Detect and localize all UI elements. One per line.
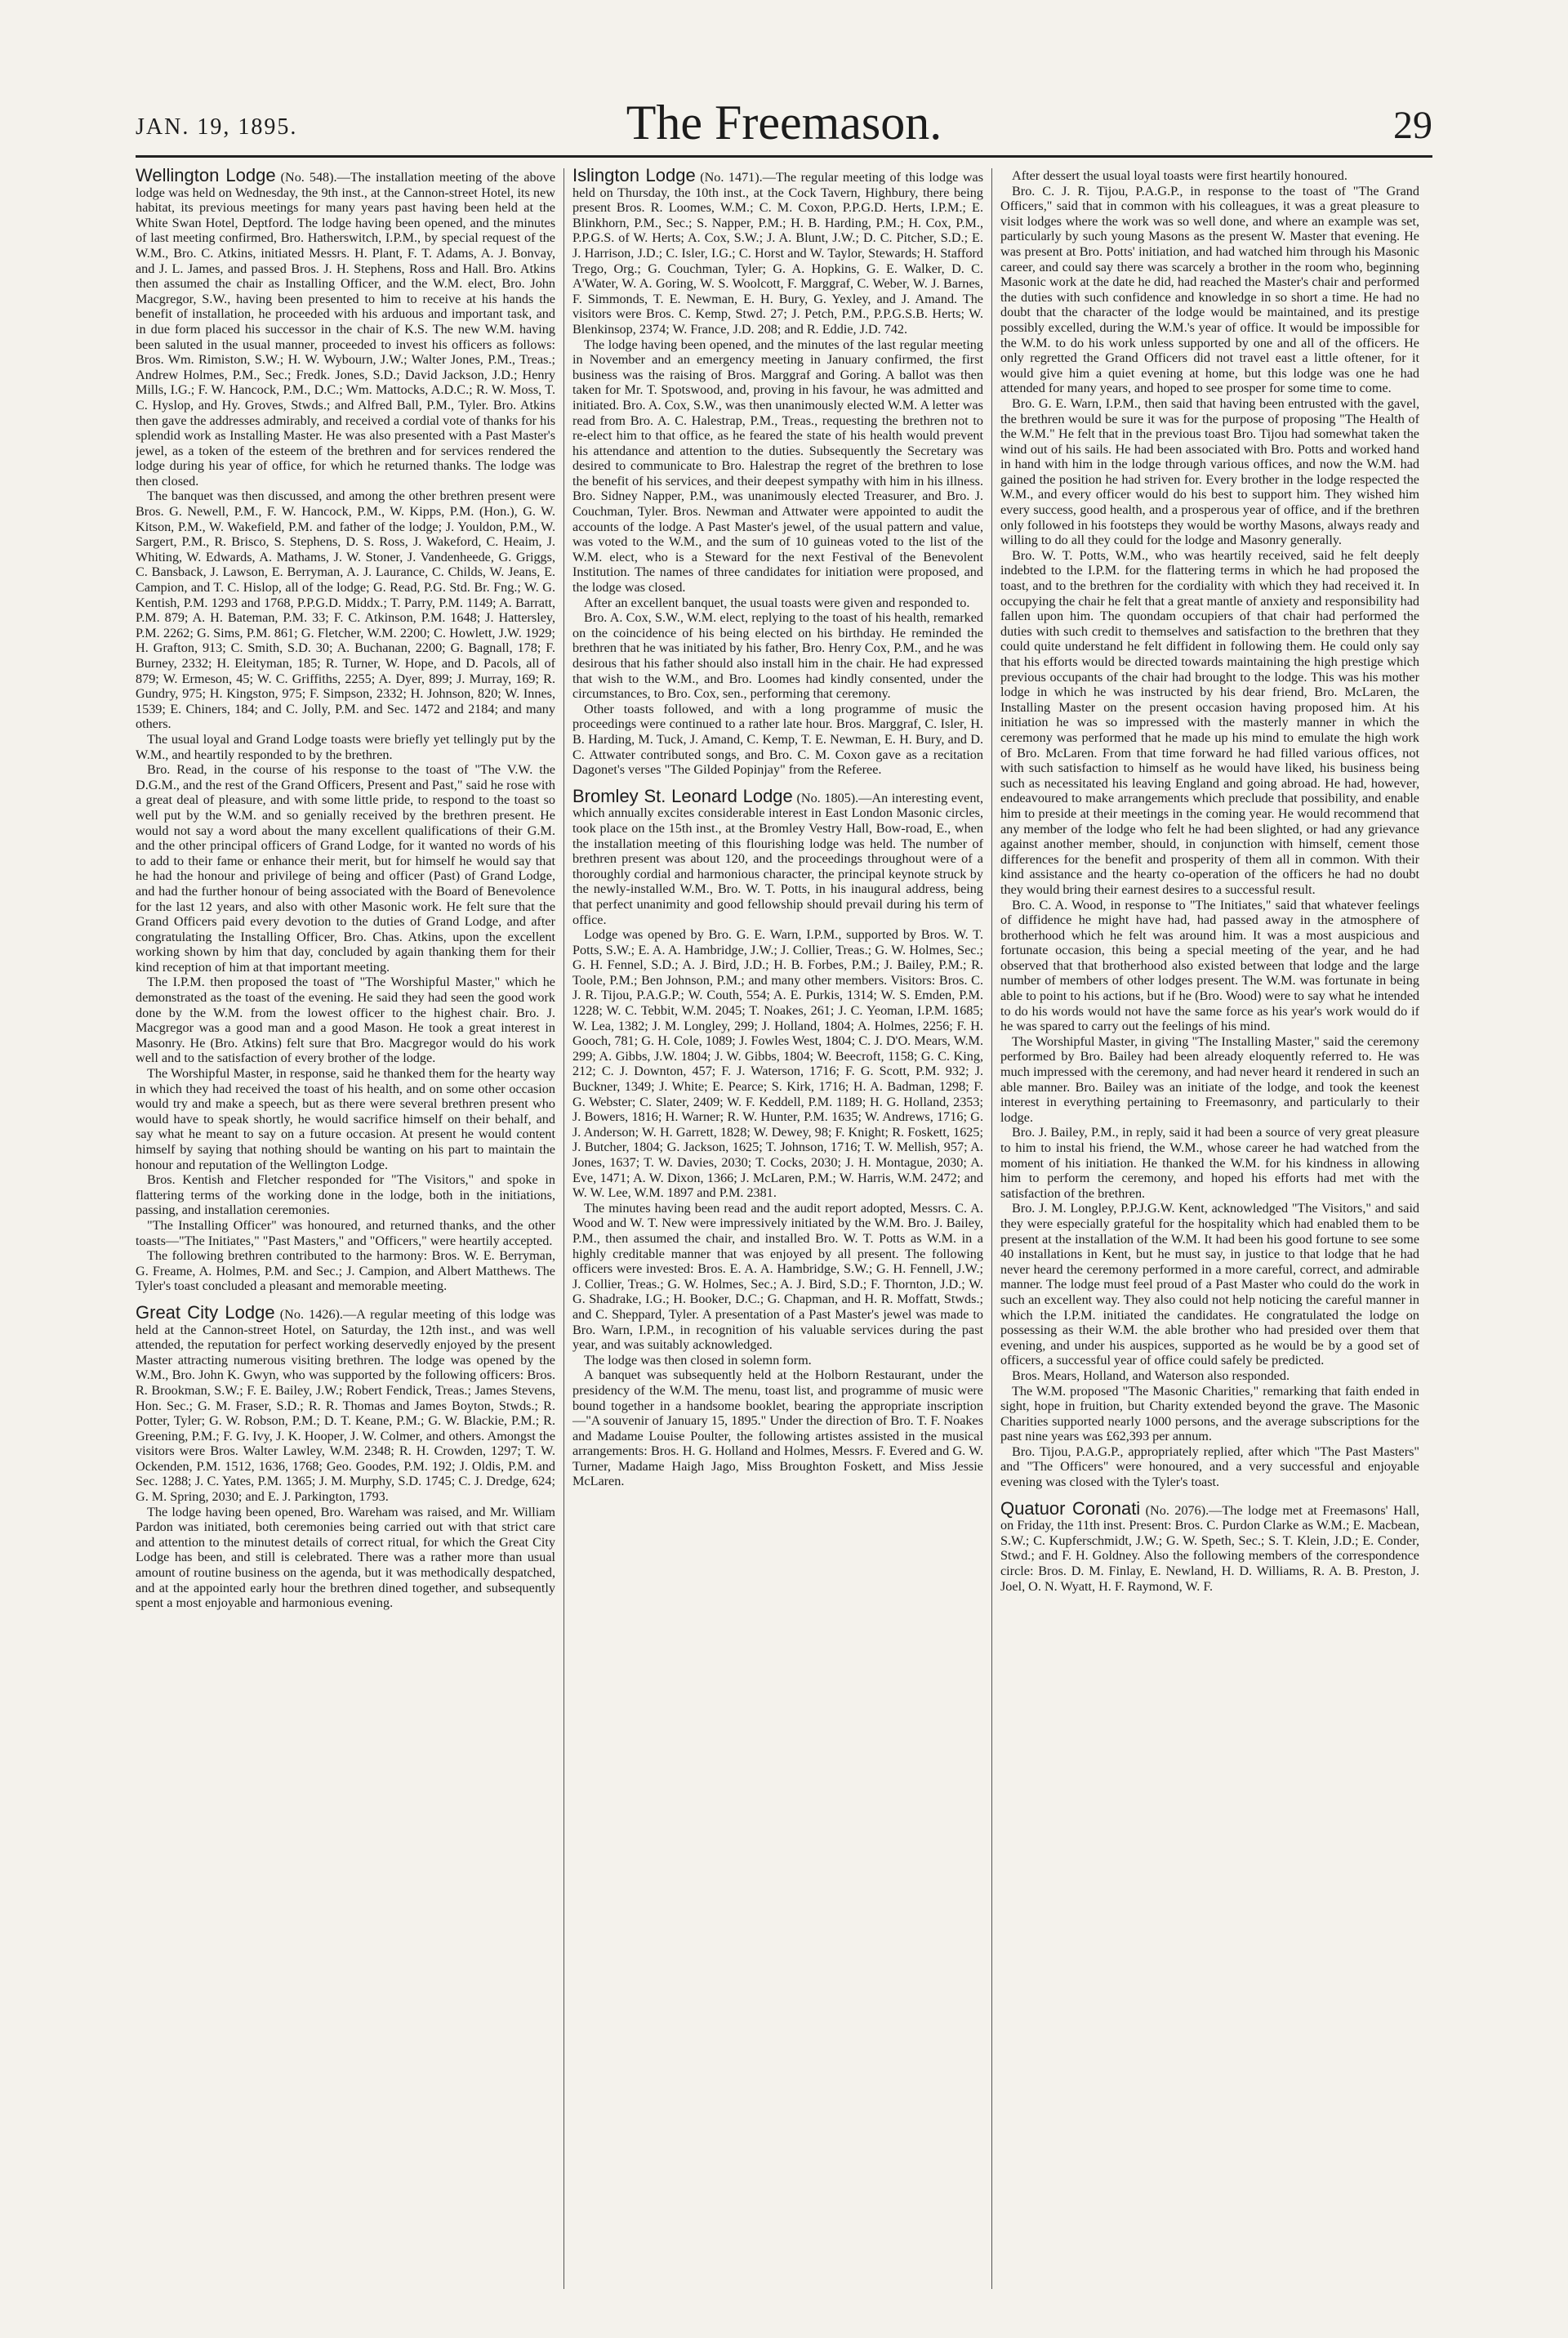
article-paragraph: —The regular meeting of this lodge was held on Thursday, the 10th inst., at the Cock Tavern, Highbury, there being present Bros. R. Loomes, W.M.; C. M. Coxon, P.P.G.D. Herts, I.P.M.; E. Blinkhorn, P.M., Sec.; S. Napper, P.M.; H. B. Harding, P.M.; H. Cox, P.M., P.P.G.S. of W. Herts; A. Cox, S.W.; J. A. Blunt, J.W.; D. C. Pitcher, S.D.; E. J. Harrison, J.D.; C. Isler, I.G.; C. Horst and W. Taylor, Stewards; H. Stafford Trego, Org.; G. Couchman, Tyler; G. A. Hopkins, G. E. Walker, D. C. A'Water, W. A. Goring, W. S. Woolcott, F. Marggraf, C. Weber, W. J. Barnes, F. Simmonds, T. E. Newman, E. H. Bury, G. Yexley, and J. Amand. The visitors were Bros. C. Kemp, Stwd. 27; J. Petch, P.M., P.P.G.S.B. Herts; W. Blenkinsop, 2374; W. France, J.D. 208; and R. Eddie, J.D. 742. [572,170,984,337]
column-2 [564,168,991,2289]
article-paragraph: Bros. Mears, Holland, and Waterson also responded. [1012,1368,1290,1383]
article-heading [1000,1497,1419,1595]
article-paragraph: The lodge was then closed in solemn form. [584,1352,812,1368]
article-paragraph: Bro. G. E. Warn, I.P.M., then said that having been entrusted with the gavel, the brethren would be sure it was for the purpose of proposing "The Health of the W.M." He felt that in the previous toast Bro. Tijou had somewhat taken the wind out of his sails. He had been associated with Bro. Potts and worked hand in hand with him in the lodge through various offices, and now the W.M. had gained the position he had striven for. Every brother in the lodge respected the W.M., and every officer would do his best to support him. They wished him every success, good health, and a prosperous year of office, and if the brethren only followed in his footsteps they would be worthy Masons, always ready and willing to do all they could for the lodge and Masonry generally. [1000,395,1419,548]
column-1 [136,168,564,2289]
column-3 [991,168,1419,2289]
lodge-name: Quatuor Coronati [1000,1497,1141,1519]
article-paragraph: —The installation meeting of the above lodge was held on Wednesday, the 9th inst., at the Cannon-street Hotel, its new habitat, its previous meetings for many years past having been held at the White Swan Hotel, Deptford. The lodge having been opened, and the minutes of last meeting confirmed, Bro. Hatherswitch, I.P.M., by special request of the W.M., Bro. C. Atkins, initiated Messrs. H. Plant, F. T. Adams, A. J. Bonvay, and J. L. James, and passed Bros. J. H. Stephens, Ross and Hall. Bro. Atkins then assumed the chair as Installing Officer, and the W.M. elect, Bro. John Macgregor, S.W., having been presented to him to receive at his hands the benefit of installation, he proceeded with his arduous and important task, and in due form placed his successor in the chair of K.S. The new W.M. having been saluted in the usual manner, proceeded to invest his officers as follows: Bros. Wm. Rimiston, S.W.; H. W. Wybourn, J.W.; Walter Jones, P.M., Treas.; Andrew Holmes, P.M., Sec.; Fredk. Jones, S.D.; David Jackson, J.D.; Henry Mills, I.G.; F. W. Hancock, P.M., D.C.; Wm. Mattocks, A.D.C.; R. W. Moss, T. C. Hyslop, and Hy. Groves, Stwds.; and Alfred Ball, P.M., Tyler. Bro. Atkins then gave the addresses admirably, and received a cordial vote of thanks for his splendid work as Installing Master. He was also presented with a Past Master's jewel, as a token of the esteem of the brethren and for services rendered the lodge during his year of office, for which he returned thanks. The lodge was then closed. [136,170,556,489]
article-paragraph: —The lodge met at Freemasons' Hall, on Friday, the 11th inst. Present: Bros. C. Purdon Clarke as W.M.; E. Macbean, S.W.; C. Kupferschmidt, J.W.; G. W. Speth, Sec.; S. T. Klein, J.D.; E. Conder, Stwd.; and F. H. Goldney. Also the following members of the correspondence circle: Bros. D. M. Finlay, E. Newland, H. D. Williams, R. A. B. Preston, J. Joel, O. N. Wyatt, H. F. Raymond, W. F. [1000,1502,1419,1594]
article-heading [572,168,983,337]
article-quatuor-coronati [1000,1497,1419,1595]
lodge-number: (No. 1426). [279,1306,343,1322]
article-paragraph: The lodge having been opened, and the minutes of the last regular meeting in November and an emergency meeting in January confirmed, the first business was the raising of Bros. Marggraf and Goring. A ballot was then taken for Mr. T. Spotswood, and, proving in his favour, he was admitted and initiated. Bro. A. Cox, S.W., was then unanimously elected W.M. A letter was read from Bro. A. C. Halestrap, P.M., Treas., requesting the brethren not to re-elect him to that office, as he feared the state of his health would prevent his attendance and attention to the duties. Subsequently the Secretary was desired to communicate to Bro. Halestrap the regret of the brethren to lose the benefit of his services, and their deepest sympathy with him in his illness. Bro. Sidney Napper, P.M., was unanimously elected Treasurer, and Bro. J. Couchman, Tyler. Bros. Newman and Attwater were appointed to audit the accounts of the lodge. A Past Master's jewel, of the usual pattern and value, was voted to the W.M., and the sum of 10 guineas voted to the list of the W.M. elect, who is a Steward for the next Festival of the Benevolent Institution. The names of three candidates for initiation were proposed, and the lodge was closed. [572,337,983,596]
article-paragraph: Bro. A. Cox, S.W., W.M. elect, replying to the toast of his health, remarked on the coincidence of his being elected on his birthday. He reminded the brethren that he was initiated by his father, Bro. Henry Cox, P.M., and he was desirous that his father should also install him in the chair. He had expressed that wish to the W.M., and Bro. Loomes had kindly consented, under the circumstances, to Bro. Cox, sen., performing that ceremony. [572,610,983,702]
page-number: 29 [1393,104,1432,147]
article-paragraph: —An interesting event, which annually excites considerable interest in East London Masonic circles, took place on the 15th inst., at the Bromley Vestry Hall, Bow-road, E., when the installation meeting of this flourishing lodge was held. The number of brethren present was about 120, and the proceedings throughout were of a thoroughly cordial and harmonious character, the principal keynote struck by the newly-installed W.M., Bro. W. T. Potts, in his inaugural address, being that perfect unanimity and good fellowship should prevail during his term of office. [572,790,984,927]
lodge-number: (No. 2076). [1145,1502,1209,1518]
lodge-number: (No. 1805). [796,790,859,805]
article-paragraph: Bro. C. J. R. Tijou, P.A.G.P., in response to the toast of "The Grand Officers," said that in common with his colleagues, it was a great pleasure to visit lodges where the work was so well done, and where an example was set, particularly by such young Masons as the present W. Master that evening. He was present at Bro. Potts' initiation, and had watched him through his Masonic career, and could say there was scarcely a brother in the room who, beginning Masonic work at the date he did, had reached the Master's chair and performed the duties with such confidence and knowledge in so short a time. He had no doubt that the character of the lodge would be maintained, and its prestige possibly excelled, during the W.M.'s year of office. It would be impossible for the W.M. to do his work unless supported by one and all of the officers. He only regretted the Grand Officers did not travel east a little oftener, for it would give him a quiet evening at home, but this lodge was one he had attended for many years, and hoped to see prosper for some time to come. [1000,183,1419,396]
article-paragraph: The following brethren contributed to the harmony: Bros. W. E. Berryman, G. Freame, A. Holmes, P.M. and Sec.; J. Campion, and Albert Matthews. The Tyler's toast concluded a pleasant and memorable meeting. [136,1248,555,1294]
article-paragraph: The usual loyal and Grand Lodge toasts were briefly yet tellingly put by the W.M., and heartily responded to by the brethren. [136,731,555,762]
article-paragraph: A banquet was subsequently held at the Holborn Restaurant, under the presidency of the W.M. The menu, toast list, and programme of music were bound together in a handsome booklet, bearing the appropriate inscription—"A souvenir of January 15, 1895." Under the direction of Bro. T. F. Noakes and Madame Louise Poulter, the following artistes assisted in the musical arrangements: Bros. H. G. Holland and Holmes, Messrs. F. Evered and G. W. Turner, Madame Haigh Jago, Miss Broughton Foskett, and Miss Jessie McLaren. [572,1368,983,1489]
article-paragraph: Lodge was opened by Bro. G. E. Warn, I.P.M., supported by Bros. W. T. Potts, S.W.; E. A. A. Hambridge, J.W.; J. Collier, Treas.; G. W. Holmes, Sec.; G. H. Fennel, S.D.; A. J. Bird, J.D.; H. B. Forbes, P.M.; J. Bailey, P.M.; R. Toole, P.M.; Ben Johnson, P.M.; and many other members. Visitors: Bros. C. J. R. Tijou, P.A.G.P.; W. Couth, 554; A. E. Purkis, 1314; W. S. Emden, P.M. 1228; W. C. Tebbit, W.M. 2045; T. Noakes, 261; J. C. Yeoman, I.P.M. 1685; W. Lea, 1382; J. M. Longley, 299; J. Holland, 1804; A. Holmes, 2256; F. H. Gooch, 781; G. H. Cole, 1089; J. Fowles West, 1804; C. J. D'O. Mears, W.M. 299; A. Gibbs, J.W. 1804; J. W. Gibbs, 1804; W. Beecroft, 1158; G. C. King, 212; C. J. Downton, 457; F. J. Waterson, 1716; F. G. Scott, P.M. 932; J. Buckner, 1349; J. White; E. Pearce; S. Kirk, 1716; H. A. Badman, 1298; F. G. Webster; C. Slater, 2409; W. F. Keddell, P.M. 1189; H. G. Holland, 2353; J. Bowers, 1816; H. Warner; R. W. Hunter, P.M. 1635; W. Andrews, 1716; G. J. Anderson; W. H. Garrett, 1828; W. Dewey, 98; F. Knight; R. Foskett, 1625; J. Butcher, 1804; G. Jackson, 1625; T. Johnson, 1716; T. W. Mellish, 957; A. Jones, 1637; T. W. Davies, 2030; T. Cocks, 2030; J. H. Montague, 2030; A. Eve, 1471; A. W. Dixon, 1366; J. McLaren, P.M.; W. Harris, W.M. 2472; and W. W. Lee, W.M. 1897 and P.M. 2381. [572,927,983,1201]
article-paragraph: The banquet was then discussed, and among the other brethren present were Bros. G. Newell, P.M., F. W. Hancock, P.M., W. Kipps, P.M. (Hon.), G. W. Kitson, P.M., W. Wakefield, P.M. and father of the lodge; J. Youldon, P.M., W. Sargert, P.M., R. Brisco, S. Stephens, D. S. Ross, J. Wakeford, C. Heaim, J. Whiting, W. Edwards, A. Mathams, J. W. Stoner, J. Vandenheede, G. Griggs, C. Bansback, J. Lawson, E. Berryman, A. J. Laurance, C. Childs, W. Jeans, E. Campion, and T. C. Hislop, all of the lodge; G. Read, P.G. Std. Br. Fng.; W. G. Kentish, P.M. 1293 and 1768, P.P.G.D. Middx.; T. Parry, P.M. 1149; A. Barratt, P.M. 879; A. H. Bateman, P.M. 33; F. C. Atkinson, P.M. 1648; J. Hattersley, P.M. 2262; G. Sims, P.M. 861; G. Fletcher, W.M. 2200; C. Howlett, J.W. 1929; H. Grafton, 913; C. Smith, S.D. 30; A. Buchanan, 2200; G. Bagnall, 178; F. Burney, 2332; H. Eleityman, 185; R. Turner, W. Hope, and D. Pacols, all of 879; W. Ermeson, 45; W. C. Griffiths, 2255; A. Dyer, 899; J. Murray, 169; R. Gundry, 975; H. Kingston, 975; F. Simpson, 2332; H. Johnson, 820; W. Innes, 1539; E. Chiners, 184; and C. Jolly, P.M. and Sec. 1472 and 2184; and many others. [136,489,555,732]
article-columns [136,168,1432,2289]
article-paragraph: After dessert the usual loyal toasts were first heartily honoured. [1012,168,1348,183]
article-paragraph: Bro. Read, in the course of his response to the toast of "The V.W. the D.G.M., and the rest of the Grand Officers, Present and Past," said he rose with a great deal of pleasure, and with some little pride, to respond to the toast so well put by the W.M. and so genially received by the brethren present. He would not say a word about the many excellent qualifications of their G.M. and the other principal officers of Grand Lodge, for it wanted no words of his to add to their fame or enhance their merit, but for himself he would say that he had the honour and privilege of being and officer (Past) of Grand Lodge, and had the further honour of being associated with the Board of Benevolence for the last 12 years, and also with other Masonic work. He felt sure that the Grand Officers paid every devotion to the duties of Grand Lodge, and after congratulating the Installing Officer, Bro. Chas. Atkins, upon the excellent working shown by him that day, concluded by again thanking them for their kind reception of him at that important meeting. [136,762,555,975]
header-rule [136,155,1432,158]
article-paragraph: Bro. C. A. Wood, in response to "The Initiates," said that whatever feelings of diffidence he might have had, had passed away in the atmosphere of brotherhood which he felt was around him. It was a most auspicious and fortunate occasion, this being a special meeting of the year, and he had observed that that brotherhood also existed between that lodge and the large number of members of other lodges present. The W.M. was fortunate in being able to point to his actions, but if he (Bro. Wood) were to say what he intended to do his words would not have the same force as his year's work would do if he was spared to carry out the feelings of his mind. [1000,897,1419,1034]
article-bromley-st-leonard-lodge [572,785,984,1489]
article-paragraph: After an excellent banquet, the usual toasts were given and responded to. [584,595,970,610]
lodge-number: (No. 548). [280,170,337,185]
article-paragraph: Bro. Tijou, P.A.G.P., appropriately replied, after which "The Past Masters" and "The Officers" were honoured, and a very successful and enjoyable evening was closed with the Tyler's toast. [1000,1443,1419,1490]
article-paragraph: Bros. Kentish and Fletcher responded for "The Visitors," and spoke in flattering terms of the working done in the lodge, both in the initiations, passing, and installation ceremonies. [136,1172,555,1218]
article-heading [136,1301,556,1505]
lodge-name: Great City Lodge [136,1301,275,1323]
article-paragraph: The lodge having been opened, Bro. Wareham was raised, and Mr. William Pardon was initiated, both ceremonies being carried out with that strict care and attention to the minutest details of correct ritual, for which the Great City Lodge has been, and still is celebrated. There was a rather more than usual amount of routine business on the agenda, but it was methodically despatched, and at the appointed early hour the brethren dined together, and subsequently spent a most enjoyable and harmonious evening. [136,1504,555,1611]
article-paragraph: The Worshipful Master, in giving "The Installing Master," said the ceremony performed by Bro. Bailey had been already eloquently referred to. He was much impressed with the ceremony, and had never heard it rendered in such an able manner. Bro. Bailey was an initiate of the lodge, and took the keenest interest in everything pertaining to Freemasonry, and particularly to their lodge. [1000,1033,1419,1125]
article-heading [572,785,984,927]
article-paragraph: The Worshipful Master, in response, said he thanked them for the hearty way in which they had received the toast of his health, and on some other occasion would try and make a speech, but as there were several brethren present who would have to speak shortly, he would sacrifice himself on their behalf, and say what he meant to say on a future occasion. At present he would content himself by saying that nothing should be wanting on his part to maintain the honour and reputation of the Wellington Lodge. [136,1066,555,1172]
lodge-name: Wellington Lodge [136,168,276,185]
article-heading [136,168,555,489]
lodge-number: (No. 1471). [700,170,763,185]
lodge-name: Islington Lodge [572,168,696,185]
article-paragraph: Bro. W. T. Potts, W.M., who was heartily received, said he felt deeply indebted to the I.P.M. for the flattering terms in which he had proposed the toast, and to the brethren for the cordiality with which they had received it. In occupying the chair he felt that a great mantle of anxiety and responsibility had fallen upon him. The quondam occupiers of that chair had performed the duties with such credit to themselves and satisfaction to the brethren that they could quite understand he felt diffident in following them. He could only say that his efforts would be directed towards maintaining the high prestige which previous occupants of the chair had brought to the lodge. This was his mother lodge in which he was instructed by his dear friend, Bro. McLaren, the Installing Master on the present occasion having proposed him. At his initiation he was so impressed with the masterly manner in which the ceremony was performed that he made up his mind to emulate the high work of Bro. McLaren. From that time forward he had filled various offices, not with such satisfaction to himself as he would have liked, his business being such as necessitated his leaving England and going abroad. He had, however, endeavoured to make arrangements which preclude that possibility, and enable him to preside at their meetings in the coming year. He would recommend that any member of the lodge who felt he had been slighted, or had any grievance against another member, should, in conjunction with himself, cement those differences for the benefit and prosperity of them all in common. With their kind assistance and the hearty co-operation of the officers he had no doubt they would bring their earnest desires to a successful result. [1000,547,1419,897]
lodge-name: Bromley St. Leonard Lodge [572,785,793,806]
newspaper-title: The Freemason. [626,96,942,149]
article-paragraph: Bro. J. M. Longley, P.P.J.G.W. Kent, acknowledged "The Visitors," and said they were especially grateful for the hospitality which had enabled them to be present at the installation of the W.M. It had been his good fortune to see some 40 installations in Kent, but he must say, in justice to that lodge that he had never heard the ceremony performed in a more careful, correct, and admirable manner. The lodge must feel proud of a Past Master who could do the work in such an excellent way. They also could not help noticing the careful manner in which the I.P.M. initiated the candidates. He congratulated the lodge on possessing as their W.M. the able brother who had presided over them that evening, and under his auspices, supported as he would be by a good set of officers, a successful year of office could safely be predicted. [1000,1201,1419,1368]
article-islington-lodge [572,168,983,778]
article-paragraph: Bro. J. Bailey, P.M., in reply, said it had been a source of very great pleasure to him to instal his friend, the W.M., whose career he had watched from the moment of his initiation. He thanked the W.M. for his kindness in allowing him to perform the ceremony, and hoped his efforts had met with the satisfaction of the brethren. [1000,1125,1419,1201]
article-great-city-lodge [136,1301,556,1611]
article-wellington-lodge [136,168,555,1294]
article-paragraph: The W.M. proposed "The Masonic Charities," remarking that faith ended in sight, hope in fruition, but Charity extended beyond the grave. The Masonic Charities supported nearly 1000 persons, and the average subscriptions for the past nine years was £62,393 per annum. [1000,1383,1419,1444]
article-paragraph: The I.P.M. then proposed the toast of "The Worshipful Master," which he demonstrated as the toast of the evening. He said they had seen the good work done by the W.M. from the lowest officer to the highest chair. Bro. J. Macgregor was a good man and a good Mason. He took a great interest in Masonry. He (Bro. Atkins) felt sure that Bro. Macgregor would do his work well and to the satisfaction of every brother of the lodge. [136,975,555,1066]
issue-date: JAN. 19, 1895. [136,114,298,140]
article-paragraph: Other toasts followed, and with a long programme of music the proceedings were continued to a rather late hour. Bros. Marggraf, C. Isler, H. B. Harding, M. Tuck, J. Amand, C. Kemp, T. E. Newman, E. H. Bury, and D. C. Attwater contributed songs, and Bro. C. M. Coxon gave as a recitation Dagonet's verses "The Gilded Popinjay" from the Referee. [572,701,983,778]
article-paragraph: "The Installing Officer" was honoured, and returned thanks, and the other toasts—"The Initiates," "Past Masters," and "Officers," were heartily accepted. [136,1217,555,1248]
article-paragraph: —A regular meeting of this lodge was held at the Cannon-street Hotel, on Saturday, the 12th inst., and was well attended, the reputation for perfect working deservedly enjoyed by the present Master attracting numerous visiting brethren. The lodge was opened by the W.M., Bro. John K. Gwyn, who was supported by the following officers: Bros. R. Brookman, S.W.; F. E. Bailey, J.W.; Robert Fendick, Treas.; James Stevens, Hon. Sec.; G. M. Fraser, S.D.; R. R. Thomas and James Boyton, Stwds.; R. Potter, Tyler; G. W. Robson, P.M.; D. T. Keane, P.M.; G. W. Blackie, P.M.; R. Greening, P.M.; F. G. Ivy, J. K. Hooper, J. W. Colmer, and others. Amongst the visitors were Bros. Walter Lawley, W.M. 2348; R. H. Crowden, 1297; T. W. Ockenden, P.M. 1512, 1636, 1768; Geo. Goodes, P.M. 192; J. Oldis, P.M. and Sec. 1288; J. C. Yates, P.M. 1365; J. M. Murphy, S.D. 1745; C. J. Dredge, 624; G. M. Spring, 2030; and E. J. Parkington, 1793. [136,1306,556,1505]
article-paragraph: The minutes having been read and the audit report adopted, Messrs. C. A. Wood and W. T. New were impressively initiated by the W.M. Bro. J. Bailey, P.M., then assumed the chair, and installed Bro. W. T. Potts as W.M. in a highly creditable manner that was enjoyed by all present. The following officers were invested: Bros. E. A. A. Hambridge, S.W.; G. H. Fennell, J.W.; J. Collier, Treas.; G. W. Holmes, Sec.; A. J. Bird, S.D.; F. Thornton, J.D.; W. G. Shadrake, I.G.; H. Booker, D.C.; G. Chapman, and H. R. Moffatt, Stwds.; and C. Sheppard, Tyler. A presentation of a Past Master's jewel was made to Bro. Warn, I.P.M., in recognition of his valuable services during the past year, and was suitably acknowledged. [572,1200,983,1353]
